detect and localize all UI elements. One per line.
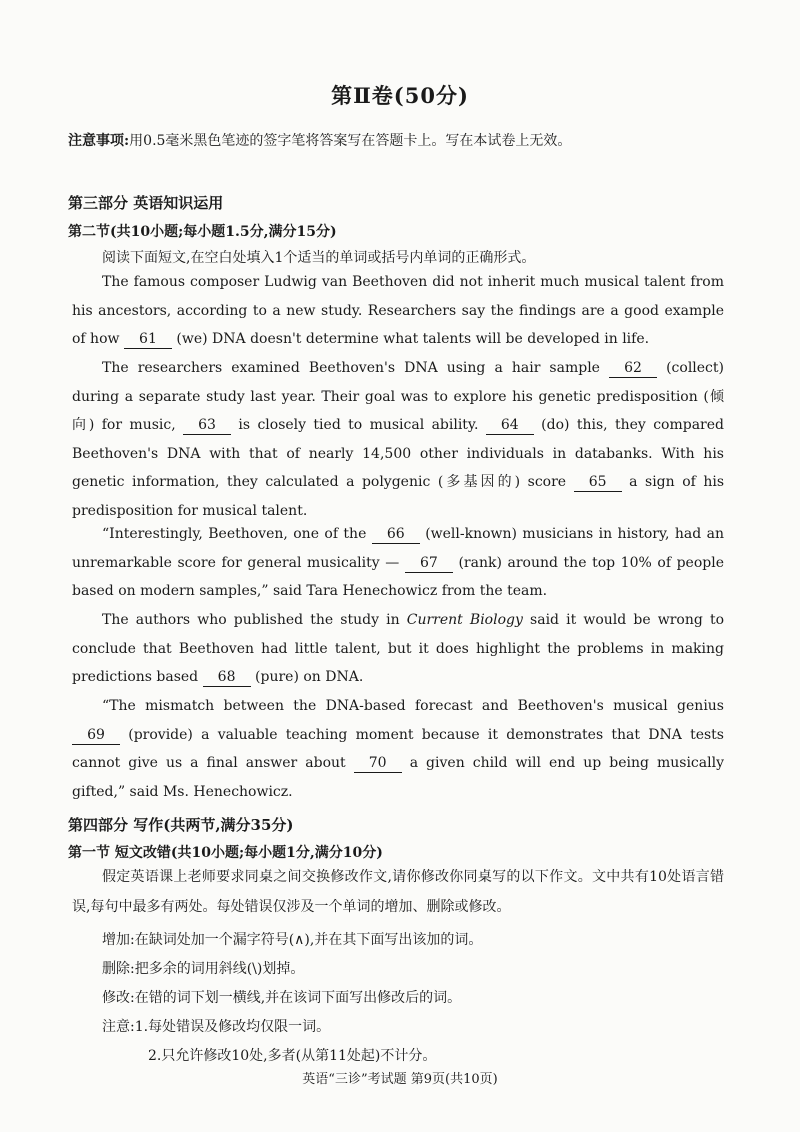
p4-text-a: The authors who published the study in	[102, 612, 407, 628]
notice-label: 注意事项:	[68, 133, 130, 149]
rule-note-1: 注意:1.每处错误及修改均仅限一词。	[102, 1019, 331, 1035]
p3-text-c: (well-known) musicians in history, had an unremarkable score for general musicality —	[72, 526, 725, 571]
notice	[68, 130, 758, 150]
rule-add: 增加:在缺词处加一个漏字符号(∧),并在其下面写出该加的词。	[102, 932, 483, 948]
blank-65: 65	[574, 473, 622, 492]
p5-text-b: (provide) a valuable teaching moment because it demonstrates that DNA tests cannot give us a final answer about	[72, 726, 724, 771]
passage-paragraph-4	[72, 606, 724, 692]
rule-delete: 删除:把多余的词用斜线(\)划掉。	[102, 961, 305, 977]
p4-text-c: (pure) on DNA.	[250, 669, 364, 685]
rule-modify: 修改:在错的词下划一横线,并在该词下面写出修改后的词。	[102, 990, 462, 1006]
passage-paragraph-3	[72, 520, 724, 606]
blank-70: 70	[354, 754, 402, 773]
p5-text-a: “The mismatch between the DNA-based forecast and Beethoven's musical genius	[102, 698, 724, 714]
part3-instruction: 阅读下面短文,在空白处填入1个适当的单词或括号内单词的正确形式。	[102, 250, 536, 266]
part4-section1-title: 第一节 短文改错(共10小题;每小题1分,满分10分)	[68, 845, 383, 861]
part3-title: 第三部分 英语知识运用	[68, 194, 224, 212]
blank-69: 69	[72, 726, 120, 745]
p3-text-a: “Interestingly, Beethoven, one of the	[102, 526, 372, 542]
p3-text-d: (rank) around the top 10% of people based on modern samples,” said Tara Henechowicz from the team.	[72, 554, 724, 599]
p2-text-f: a sign of his predisposition for musical talent.	[72, 474, 725, 519]
part4-intro: 假定英语课上老师要求同桌之间交换修改作文,请你修改你同桌写的以下作文。文中共有10处语言错误,每句中最多有两处。每处错误仅涉及一个单词的增加、删除或修改。	[72, 869, 724, 915]
journal-name: Current Biology	[406, 612, 523, 628]
blank-63: 63	[183, 416, 231, 435]
p1-text-a: The famous composer Ludwig van Beethoven did not inherit much musical talent from his ancestors, according to a new study. Researchers say the findings are a good example of how	[72, 274, 724, 347]
blank-66: 66	[372, 525, 420, 544]
passage-paragraph-1	[72, 268, 724, 354]
p2-text-c: (collect) during a separate study last year. Their goal was to explore his genetic predisposition (倾向) for music,	[72, 360, 724, 433]
part3-section2-title: 第二节(共10小题;每小题1.5分,满分15分)	[68, 224, 337, 240]
passage-paragraph-2	[72, 354, 724, 525]
p2-text-e: (do) this, they compared Beethoven's DNA with that of nearly 14,500 other individuals in databanks. With his genetic information, they calculated a polygenic (多基因的) score	[72, 417, 724, 490]
page-footer: 英语“三诊”考试题 第9页(共10页)	[302, 1072, 498, 1087]
p4-text-b: said it would be wrong to conclude that Beethoven had little talent, but it does highlight the problems in making predictions based	[72, 612, 725, 685]
blank-61: 61	[124, 330, 172, 349]
blank-62: 62	[609, 359, 657, 378]
p1-text-c: (we) DNA doesn't determine what talents will be developed in life.	[171, 331, 650, 347]
page-title: 第Ⅱ卷(50分)	[331, 83, 469, 108]
blank-64: 64	[486, 416, 534, 435]
p5-text-c: a given child will end up being musically gifted,” said Ms. Henechowicz.	[72, 755, 724, 800]
notice-text: 用0.5毫米黑色笔迹的签字笔将答案写在答题卡上。写在本试卷上无效。	[129, 133, 572, 149]
passage-paragraph-5	[72, 692, 724, 806]
blank-67: 67	[405, 554, 453, 573]
rule-note-2: 2.只允许修改10处,多者(从第11处起)不计分。	[148, 1048, 437, 1064]
blank-68: 68	[203, 668, 251, 687]
p2-text-a: The researchers examined Beethoven's DNA using a hair sample	[102, 360, 610, 376]
p2-text-d: is closely tied to musical ability.	[231, 417, 486, 433]
part4-title: 第四部分 写作(共两节,满分35分)	[68, 816, 294, 834]
